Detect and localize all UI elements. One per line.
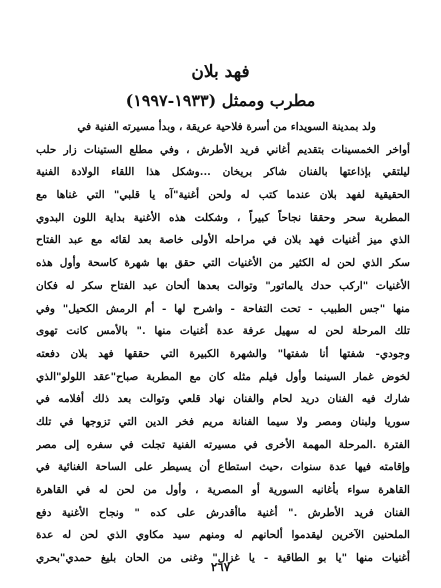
page-number: ٢٦٧ [210,560,231,574]
text-line: الحقيقية لفهد بلان عندما كتب له ولحن أغنية"آه يا قلبي" التي غناها مع [36,189,410,202]
text-line: لخوض غمار السينما وأول فيلم مثله كان مع المطربة صباح"عقد اللولو"الذي [36,370,410,383]
text-line: أواخر الخمسينات بتقديم أغاني فريد الأطرش ، وفي مطلع الستينات زار حلب [36,143,410,156]
text-line: المطربة سحر وحققا نجاحاً كبيراً ، وشكلت هذه الأغنية بداية اللون البدوي [36,211,410,224]
text-line: وإقامته فيها عدة سنوات ،حيث استطاع أن يسيطر على الساحة الغنائية في [36,461,410,474]
text-line: ولد بمدينة السويداء من أسرة فلاحية عريقة ، وبدأ مسيرته الفنية في [77,121,376,133]
text-line: سوريا ولبنان ومصر ولا سيما الفنانة مريم فخر الدين التي تزوجها في تلك [36,415,410,428]
text-line: القاهرة سواء بأغانيه السورية أو المصرية ، وأول من لحن له في القاهرة [36,484,410,496]
text-line: الذي ميز أغنيات فهد بلان في مراحله الأولى خاصة بعد لقائه مع عبد الفتاح [36,234,410,247]
text-line: الفنان فريد الأطرش ." أغنية ماأقدرش على كده " ونجاح الأغنية دفع [36,506,410,519]
text-line: أغنيات منها "يا بو الطاقية - يا غزال" وغنى من الحان بليغ حمدي"بحري [36,552,410,565]
page-subtitle: مطرب وممثل (١٩٣٣-١٩٩٧) [125,91,316,110]
text-line: وجودي- شفتها أنا شفتها" والشهرة الكبيرة التي حققها فهد بلان دفعته [36,347,410,360]
text-line: الملحنين الآخرين ليقدموا ألحانهم له ومنهم سيد مكاوي الذي لحن له عدة [36,529,410,542]
text-line: ليلتقي بإذاعتها بالفنان شاكر بريخان ...وشكل هذا اللقاء الولادة الفنية [36,166,410,179]
text-line: شارك فيه الفنان دريد لحام والفنان نهاد قلعي وتوالت بعد ذلك أفلامه في [36,393,410,406]
biography-text [36,116,410,570]
text-line: تلك المرحلة لحن له سهيل عرفة عدة أغنيات منها ." بالأمس كانت تهوى [36,325,410,338]
text-line: منها "جس الطبيب - تحت التفاحة - واشرح لها - أم الرمش الكحيل" وفي [36,302,410,315]
text-line: الفترة .المرحلة المهمة الأخرى في مسيرته الفنية تجلت في سفره إلى مصر [36,438,410,451]
text-line: سكر الذي لحن له الكثير من الأغنيات التي حقق بها شهرة كاسحة وأول هذه [36,257,410,270]
text-line: الأغنيات "اركب حدك يالماتور" وتوالت بعدها ألحان عبد الفتاح سكر له فكان [36,279,410,292]
page-title: فهد بلان [191,62,250,82]
